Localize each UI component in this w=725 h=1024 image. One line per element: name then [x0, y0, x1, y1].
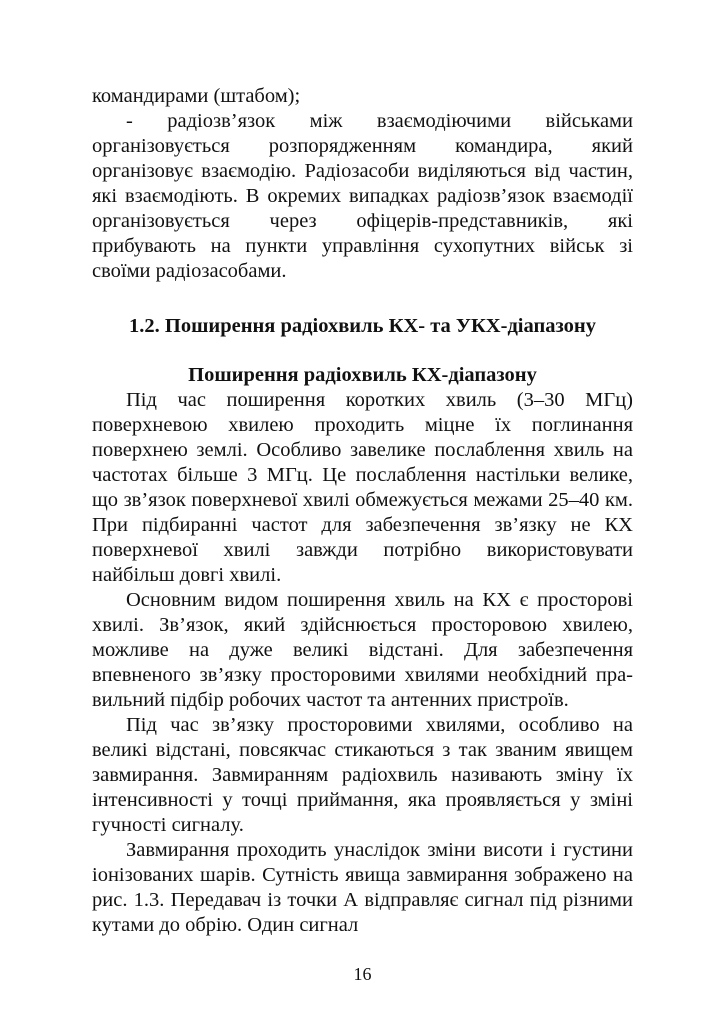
section-heading: 1.2. Поширення радіохвиль КХ- та УКХ-діапазону [129, 315, 596, 337]
subsection-heading: Поширення радіохвиль КХ-діапазону [188, 364, 537, 386]
body-paragraph: Під час зв’язку просторовими хвилями, особливо на великі відстані, повсякчас стикаються з так званим явищем завмирання. Завмиранням радіохвиль називають зміну їх інтенсивності у точці приймання, яка проявляється у зміні гучності сигналу. [92, 714, 633, 836]
body-paragraph: Основним видом поширення хвиль на КХ є просторові хвилі. Зв’язок, який здійснюється просторовою хвилею, можливе на дуже великі відстані. Для забезпечення впевненого зв’язку просторовими хвилями необхідний пра-вильний підбір робочих частот та антенних пристроїв. [92, 589, 633, 711]
paragraph-list-item: - радіозв’язок між взаємодіючими військами організовується розпорядженням командира, який організовує взаємодію. Радіозасоби виділяються від частин, які взаємодіють. В окремих випадках радіозв’язок взаємодії організовується через офіцерів-представників, які прибувають на пункти управління сухопутних військ зі своїми радіозасобами. [92, 110, 633, 282]
page-number: 16 [353, 964, 372, 984]
body-paragraph: Під час поширення коротких хвиль (3–30 МГц) поверхневою хвилею проходить міцне їх поглинання поверхнею землі. Особливо завелике послаблення хвиль на частотах більше 3 МГц. Це послаблення настільки велике, що зв’язок поверхневої хвилі обмежується межами 25–40 км. При підбиранні частот для забезпечення зв’язку не КХ поверхневої хвилі завжди потрібно використовувати найбільш довгі хвилі. [92, 389, 633, 586]
body-paragraph: Завмирання проходить унаслідок зміни висоти і густини іонізованих шарів. Сутність явища завмирання зображено на рис. 1.3. Передавач із точки А відправляє сигнал під різними кутами до обрію. Один сигнал [92, 839, 633, 936]
document-page [92, 84, 633, 938]
paragraph-continuation: командирами (штабом); [92, 85, 301, 107]
